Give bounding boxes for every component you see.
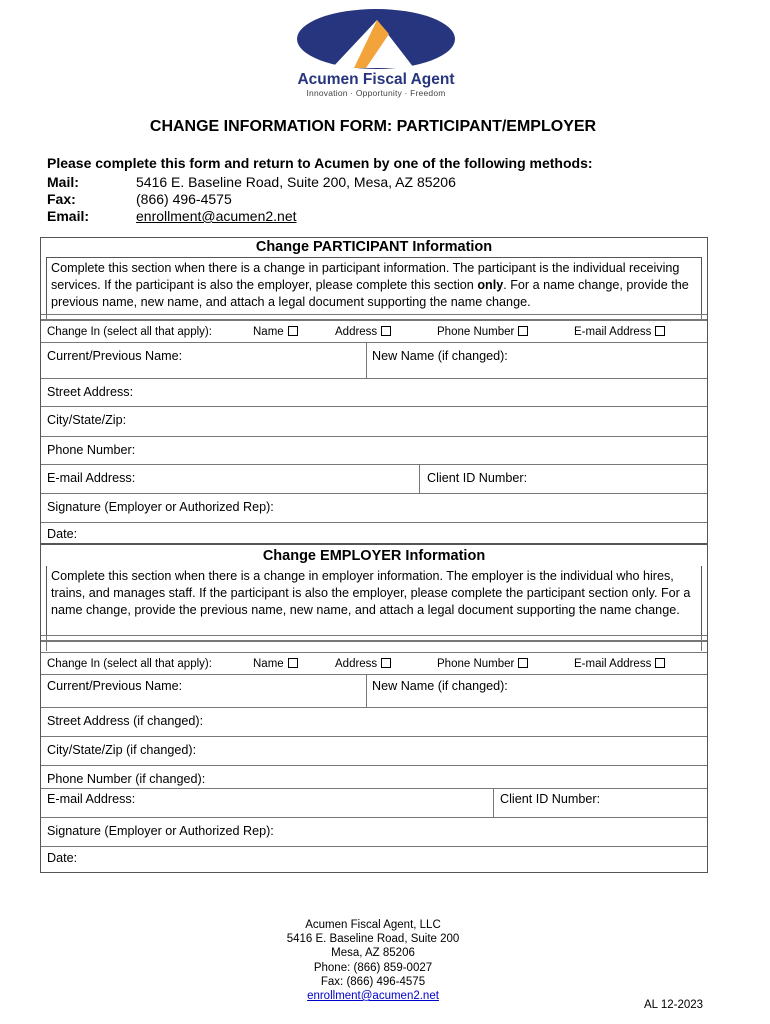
brand-tagline: Innovation · Opportunity · Freedom	[306, 88, 446, 98]
change-in-label: Change In (select all that apply):	[47, 658, 212, 670]
street-label: Street Address (if changed):	[47, 714, 204, 728]
participant-city-field[interactable]	[41, 406, 707, 436]
participant-date-field[interactable]	[41, 522, 707, 544]
change-in-label: Change In (select all that apply):	[47, 326, 212, 338]
participant-heading: Change PARTICIPANT Information	[255, 239, 493, 255]
street-label: Street Address:	[47, 385, 134, 399]
employer-city-field[interactable]	[41, 736, 707, 765]
participant-signature-field[interactable]	[41, 493, 707, 522]
footer-street: 5416 E. Baseline Road, Suite 200	[286, 933, 460, 946]
change-phone-checkbox[interactable]: Phone Number	[437, 326, 528, 338]
participant-section	[40, 237, 708, 544]
employer-section	[40, 544, 708, 873]
employer-street-field[interactable]	[41, 707, 707, 736]
employer-signature-field[interactable]	[41, 817, 707, 846]
date-label: Date:	[47, 527, 78, 541]
employer-name-row[interactable]	[41, 674, 707, 707]
brand-name: Acumen Fiscal Agent	[297, 71, 455, 88]
change-address-checkbox[interactable]: Address	[335, 326, 391, 338]
employer-change-in-row	[41, 652, 707, 674]
footer-phone: Phone: (866) 859-0027	[313, 961, 433, 974]
phone-label: Phone Number:	[47, 443, 136, 457]
previous-name-label: Current/Previous Name:	[47, 349, 183, 363]
participant-street-field[interactable]	[41, 378, 707, 406]
client-id-label: Client ID Number:	[427, 471, 528, 485]
footer-fax: Fax: (866) 496-4575	[320, 975, 426, 988]
email-value	[136, 208, 297, 224]
divider	[41, 641, 707, 651]
footer-city: Mesa, AZ 85206	[331, 947, 415, 960]
participant-change-in-row	[41, 320, 707, 342]
employer-date-field[interactable]	[41, 846, 707, 873]
participant-email-row[interactable]	[41, 464, 707, 493]
previous-name-label: Current/Previous Name:	[47, 679, 183, 693]
signature-label: Signature (Employer or Authorized Rep):	[47, 824, 274, 838]
change-address-checkbox[interactable]: Address	[335, 658, 391, 670]
footer-company: Acumen Fiscal Agent, LLC	[305, 919, 441, 931]
fax-value: (866) 496-4575	[136, 191, 232, 207]
change-name-checkbox[interactable]: Name	[253, 326, 298, 338]
mail-label: Mail:	[47, 174, 79, 190]
change-email-checkbox[interactable]: E-mail Address	[574, 326, 665, 338]
change-email-checkbox[interactable]: E-mail Address	[574, 658, 665, 670]
date-label: Date:	[47, 851, 78, 865]
email-field-label: E-mail Address:	[47, 792, 136, 806]
phone-label: Phone Number (if changed):	[47, 772, 206, 786]
employer-description: Complete this section when there is a change in employer information. The employer is the individual who hires, trains, and manages staff. If the participant is also the employer, please complete the participant section only. For a name change, provide the previous name, new name, and attach a legal document supporting the name change.	[46, 566, 702, 639]
participant-name-row[interactable]	[41, 342, 707, 378]
client-id-label: Client ID Number:	[500, 792, 601, 806]
footer-email-link[interactable]: enrollment@acumen2.net	[307, 990, 439, 1003]
email-link[interactable]: enrollment@acumen2.net	[136, 208, 297, 224]
intro-text: Please complete this form and return to Acumen by one of the following methods:	[47, 155, 593, 171]
new-name-label: New Name (if changed):	[372, 349, 508, 363]
employer-heading: Change EMPLOYER Information	[262, 548, 486, 564]
change-phone-checkbox[interactable]: Phone Number	[437, 658, 528, 670]
signature-label: Signature (Employer or Authorized Rep):	[47, 500, 274, 514]
city-label: City/State/Zip:	[47, 413, 127, 427]
form-code: AL 12-2023	[644, 999, 704, 1011]
employer-phone-field[interactable]	[41, 765, 707, 788]
form-title: CHANGE INFORMATION FORM: PARTICIPANT/EMPLOYER	[149, 118, 597, 135]
mail-value: 5416 E. Baseline Road, Suite 200, Mesa, AZ 85206	[136, 174, 456, 190]
employer-email-row[interactable]	[41, 788, 707, 817]
fax-label: Fax:	[47, 191, 76, 207]
footer	[0, 918, 746, 1003]
new-name-label: New Name (if changed):	[372, 679, 508, 693]
email-field-label: E-mail Address:	[47, 471, 136, 485]
participant-description: Complete this section when there is a change in participant information. The participant is the individual receiving services. If the participant is also the employer, please complete this section only. For a name change, provide the previous name, new name, and attach a legal document supporting the name change.	[46, 257, 702, 319]
participant-phone-field[interactable]	[41, 436, 707, 464]
email-label: Email:	[47, 208, 90, 224]
city-label: City/State/Zip (if changed):	[47, 743, 197, 757]
change-name-checkbox[interactable]: Name	[253, 658, 298, 670]
